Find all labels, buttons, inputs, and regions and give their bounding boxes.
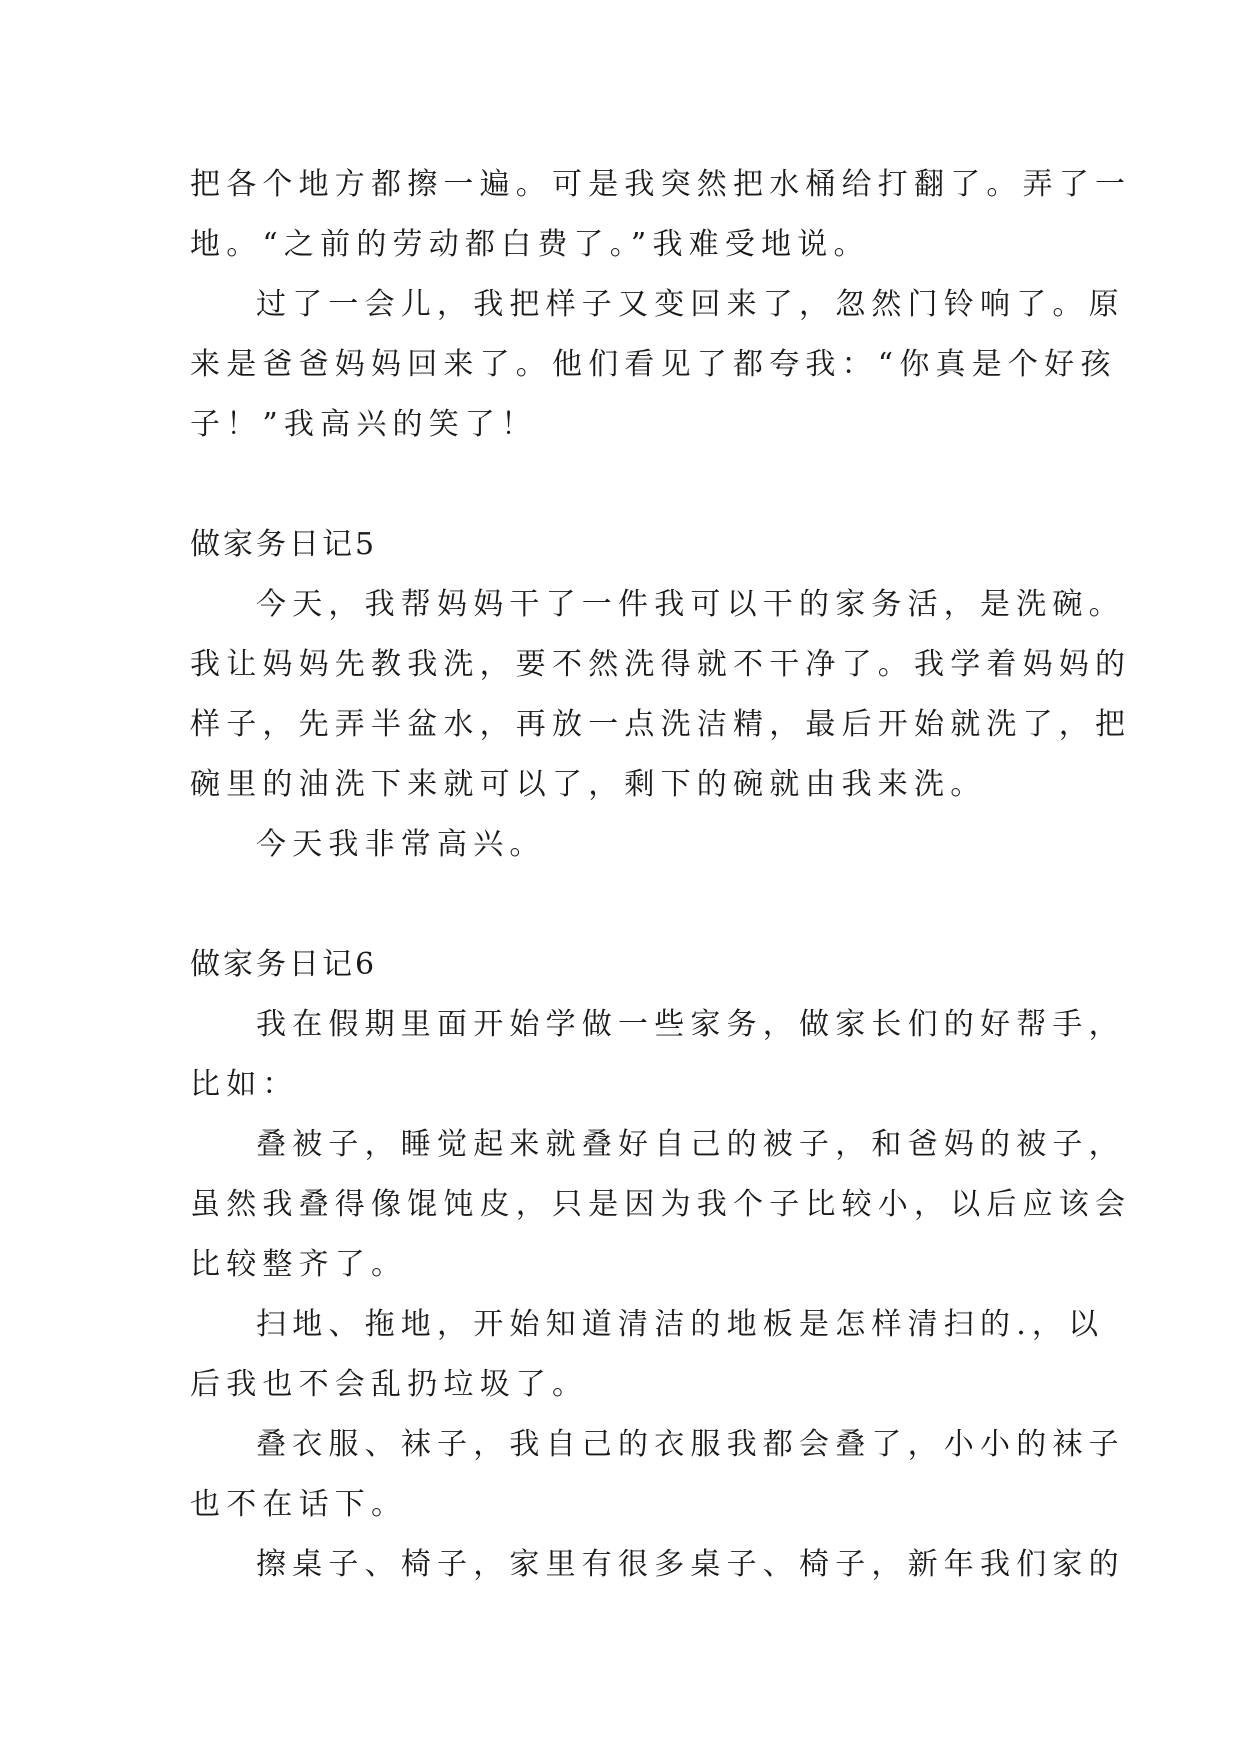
paragraph-prev-ending: [190, 275, 1125, 455]
text-line: 后我也不会乱扔垃圾了。: [190, 1367, 589, 1402]
text-line: 今天我非常高兴。: [256, 827, 546, 862]
text-line: 我让妈妈先教我洗，要不然洗得就不干净了。我学着妈妈的: [190, 647, 1132, 682]
text-line: 比如：: [190, 1067, 299, 1102]
text-line: 也不在话下。: [190, 1487, 408, 1522]
diary-6-paragraph-4: [190, 1415, 1125, 1535]
text-line: 虽然我叠得像馄饨皮，只是因为我个子比较小，以后应该会: [190, 1187, 1132, 1222]
text-line: 擦桌子、椅子，家里有很多桌子、椅子，新年我们家的: [256, 1547, 1125, 1582]
diary-6-paragraph-2: [190, 1115, 1132, 1295]
diary-5-paragraph-1: [190, 575, 1132, 815]
text-line: 来是爸爸妈妈回来了。他们看见了都夸我：“你真是个好孩: [190, 347, 1117, 382]
text-line: 把各个地方都擦一遍。可是我突然把水桶给打翻了。弄了一: [190, 167, 1132, 202]
text-line: 叠衣服、袜子，我自己的衣服我都会叠了，小小的袜子: [256, 1427, 1125, 1462]
diary-5-paragraph-2: [190, 815, 1050, 875]
text-line: 扫地、拖地，开始知道清洁的地板是怎样清扫的.，以: [256, 1307, 1105, 1342]
text-line: 我在假期里面开始学做一些家务，做家长们的好帮手，: [256, 1007, 1125, 1042]
text-line: 子！”我高兴的笑了！: [190, 407, 538, 442]
text-line: 今天，我帮妈妈干了一件我可以干的家务活，是洗碗。: [256, 587, 1125, 622]
diary-6-paragraph-1: [190, 995, 1125, 1115]
section-gap: [190, 455, 1050, 515]
section-gap: [190, 875, 1050, 935]
diary-5-title: 做家务日记5: [190, 527, 378, 562]
text-line: 叠被子，睡觉起来就叠好自己的被子，和爸妈的被子，: [256, 1127, 1125, 1162]
paragraph-prev-continued: [190, 155, 1132, 275]
document-page: [190, 155, 1132, 1595]
text-line: 过了一会儿，我把样子又变回来了，忽然门铃响了。原: [256, 287, 1125, 322]
diary-6-paragraph-3: [190, 1295, 1105, 1415]
text-line: 地。“之前的劳动都白费了。”我难受地说。: [190, 227, 870, 262]
text-line: 碗里的油洗下来就可以了，剩下的碗就由我来洗。: [190, 767, 987, 802]
diary-6-title: 做家务日记6: [190, 947, 378, 982]
diary-6-paragraph-5: [190, 1535, 1125, 1595]
text-line: 样子，先弄半盆水，再放一点洗洁精，最后开始就洗了，把: [190, 707, 1132, 742]
text-line: 比较整齐了。: [190, 1247, 408, 1282]
